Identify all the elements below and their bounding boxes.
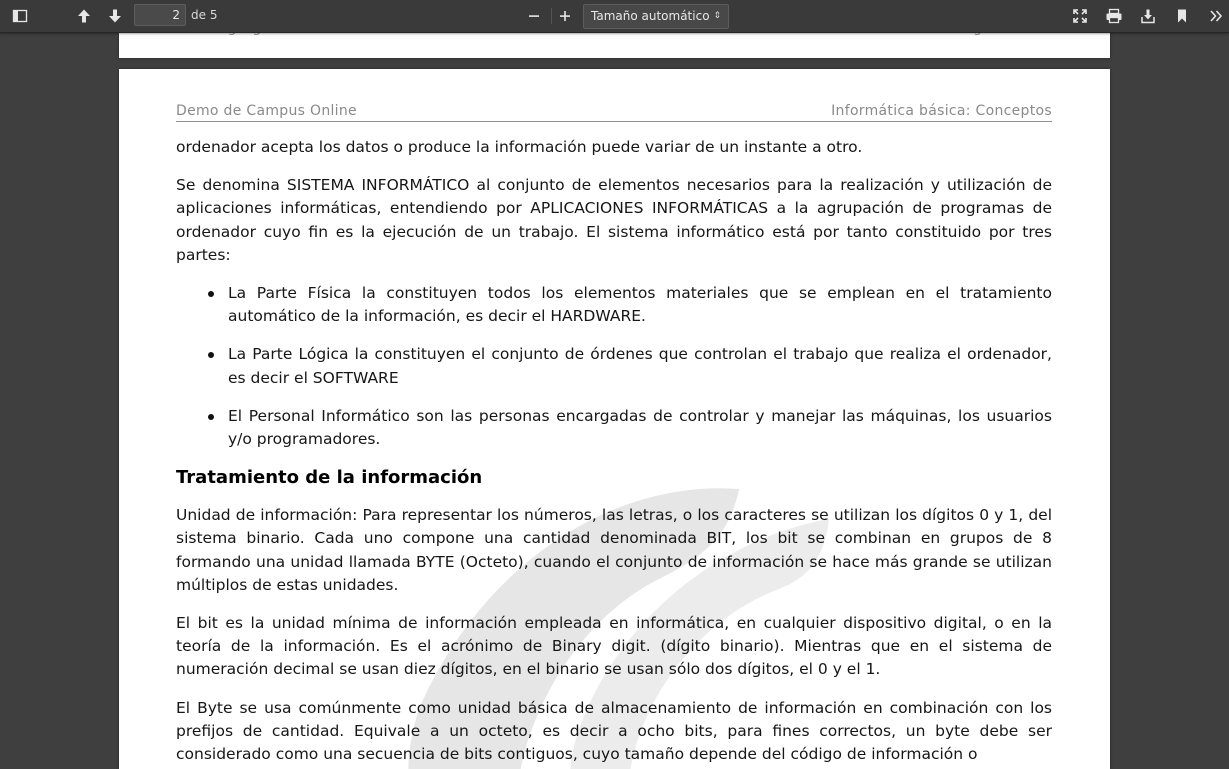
bookmark-icon[interactable] [1169, 3, 1195, 29]
paragraph-2: Se denomina SISTEMA INFORMÁTICO al conjunto de elementos necesarios para la realización y utilización de aplicaciones informáticas, entendiendo por APLICACIONES INFORMÁTICAS a la agrupación de programas de ordenador cuyo fin es la ejecución de un trabajo. El sistema informático está por tanto constituido por tres partes: [176, 176, 1052, 264]
paragraph-5: El Byte se usa comúnmente como unidad básica de almacenamiento de información en combinación con los prefijos de cantidad. Equivale a un octeto, es decir a ocho bits, para fines correctos, un byte debe ser considerado como una secuencia de bits contiguos, cuyo tamaño depende del código de información o [176, 698, 1052, 764]
page-header [176, 103, 1052, 122]
tools-icon[interactable] [1203, 3, 1229, 29]
pdf-toolbar [0, 0, 1229, 33]
paragraph-4: El bit es la unidad mínima de información empleada en informática, en cualquier dispositivo digital, o en la teoría de la información. Es el acrónimo de Binary digit. (dígito binario). Mientras que en el sistema de numeración decimal se usan diez dígitos, en el binario se usan sólo dos dígitos, el 0 y el 1. [176, 614, 1052, 679]
paragraph-1: ordenador acepta los datos o produce la información puede variar de un instante a otro. [176, 138, 863, 156]
section-heading: Tratamiento de la información [176, 467, 483, 489]
zoom-select-value: Tamaño automático [591, 9, 710, 23]
download-icon[interactable] [1135, 3, 1161, 29]
zoom-out-icon[interactable] [521, 3, 547, 29]
page-number-input[interactable]: 2 [134, 4, 186, 26]
list-item: La Parte Física la constituyen todos los elementos materiales que se emplean en el tratamiento automático de la información, es decir el HARDWARE. [228, 282, 1052, 328]
page-content [176, 136, 1052, 769]
sidebar-toggle-icon[interactable] [7, 3, 33, 29]
presentation-mode-icon[interactable] [1067, 3, 1093, 29]
previous-page-icon[interactable] [71, 3, 97, 29]
page-header-right: Informática básica: Conceptos [831, 103, 1052, 119]
list-item: El Personal Informático son las personas encargadas de controlar y manejar las máquinas, los usuarios y/o programadores. [228, 405, 1052, 451]
page-count-label: de 5 [191, 8, 218, 22]
paragraph-3: Unidad de información: Para representar los números, las letras, o los caracteres se utilizan los dígitos 0 y 1, del sistema binario. Cada uno compone una cantidad denominada BIT, los bit se combinan en grupos de 8 formando una unidad llamada BYTE (Octeto), cuando el conjunto de información se hace más grande se utilizan múltiplos de estas unidades. [176, 506, 1052, 594]
zoom-in-icon[interactable] [552, 3, 578, 29]
print-icon[interactable] [1101, 3, 1127, 29]
select-caret-icon: ⇕ [713, 11, 721, 21]
next-page-icon[interactable] [102, 3, 128, 29]
zoom-select[interactable] [583, 4, 729, 29]
document-page [119, 69, 1110, 769]
bullet-list [176, 282, 1052, 451]
page-header-left: Demo de Campus Online [176, 103, 357, 119]
list-item: La Parte Lógica la constituyen el conjunto de órdenes que controlan el trabajo que realiza el ordenador, es decir el SOFTWARE [228, 343, 1052, 389]
